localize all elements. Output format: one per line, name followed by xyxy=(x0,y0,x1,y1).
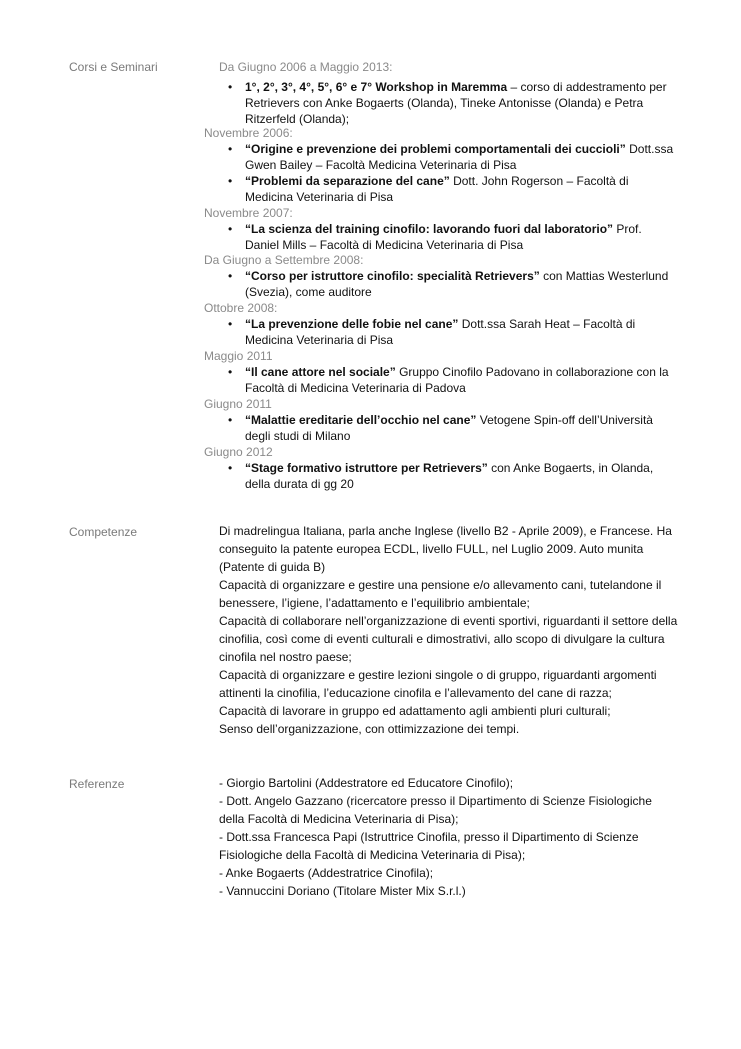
bullet-icon: • xyxy=(228,413,233,427)
course-item xyxy=(245,79,675,127)
course-title: “Problemi da separazione del cane” xyxy=(245,174,450,188)
course-item xyxy=(245,173,675,205)
course-details: Dott. John Rogerson – Facoltà di Medicina Veterinaria di Pisa xyxy=(245,174,629,204)
course-item xyxy=(245,364,675,396)
course-details: – corso di addestramento per Retrievers con Anke Bogaerts (Olanda), Tineke Antonisse (Olanda) e Petra Ritzerfeld (Olanda); xyxy=(245,80,667,126)
bullet-icon: • xyxy=(228,142,233,156)
section-label-references: Referenze xyxy=(69,777,125,791)
period-label: Giugno 2012 xyxy=(204,445,273,459)
bullet-icon: • xyxy=(228,269,233,283)
course-title: 1°, 2°, 3°, 4°, 5°, 6° e 7° Workshop in Maremma xyxy=(245,80,508,94)
section-label-courses: Corsi e Seminari xyxy=(69,60,158,74)
skill-line: Capacità di organizzare e gestire una pensione e/o allevamento cani, tutelandone il benessere, l’igiene, l’adattamento e l’equilibrio ambientale; xyxy=(219,578,662,610)
course-details: Gruppo Cinofilo Padovano in collaborazione con la Facoltà di Medicina Veterinaria di Padova xyxy=(245,365,669,395)
reference-line: - Dott.ssa Francesca Papi (Istruttrice Cinofila, presso il Dipartimento di Scienze Fisiologiche della Facoltà di Medicina Veterinaria di Pisa); xyxy=(219,830,639,862)
reference-line: - Giorgio Bartolini (Addestratore ed Educatore Cinofilo); xyxy=(219,776,514,790)
course-details: con Mattias Westerlund (Svezia), come auditore xyxy=(245,269,669,299)
course-details: Prof. Daniel Mills – Facoltà di Medicina Veterinaria di Pisa xyxy=(245,222,642,252)
course-title: “Stage formativo istruttore per Retrievers” xyxy=(245,461,488,475)
period-label: Giugno 2011 xyxy=(204,397,272,411)
course-item xyxy=(245,460,675,492)
course-title: “Il cane attore nel sociale” xyxy=(245,365,396,379)
course-details: Dott.ssa Gwen Bailey – Facoltà Medicina Veterinaria di Pisa xyxy=(245,142,674,172)
course-item xyxy=(245,221,675,253)
skill-line: Di madrelingua Italiana, parla anche Inglese (livello B2 - Aprile 2009), e Francese. Ha conseguito la patente europea ECDL, livello FULL, nel Luglio 2009. Auto munita (Patente di guida B) xyxy=(219,524,672,574)
reference-line: - Dott. Angelo Gazzano (ricercatore presso il Dipartimento di Scienze Fisiologiche della Facoltà di Medicina Veterinaria di Pisa); xyxy=(219,794,652,826)
bullet-icon: • xyxy=(228,80,233,94)
course-item xyxy=(245,316,675,348)
period-label: Novembre 2006: xyxy=(204,126,293,140)
bullet-icon: • xyxy=(228,174,233,188)
period-label: Da Giugno a Settembre 2008: xyxy=(204,253,364,267)
course-title: “La prevenzione delle fobie nel cane” xyxy=(245,317,459,331)
skill-line: Capacità di lavorare in gruppo ed adattamento agli ambienti pluri culturali; xyxy=(219,704,611,718)
course-details: Dott.ssa Sarah Heat – Facoltà di Medicina Veterinaria di Pisa xyxy=(245,317,636,347)
bullet-icon: • xyxy=(228,222,233,236)
skill-line: Capacità di organizzare e gestire lezioni singole o di gruppo, riguardanti argomenti attinenti la cinofilia, l’educazione cinofila e l’allevamento del cane di razza; xyxy=(219,668,657,700)
reference-line: - Vannuccini Doriano (Titolare Mister Mix S.r.l.) xyxy=(219,884,466,898)
course-title: “Malattie ereditarie dell’occhio nel cane” xyxy=(245,413,477,427)
course-title: “Corso per istruttore cinofilo: specialità Retrievers” xyxy=(245,269,540,283)
course-item xyxy=(245,268,675,300)
references-list xyxy=(219,774,679,900)
course-item xyxy=(245,141,675,173)
skill-line: Senso dell’organizzazione, con ottimizzazione dei tempi. xyxy=(219,722,520,736)
period-label: Da Giugno 2006 a Maggio 2013: xyxy=(219,60,393,74)
course-title: “Origine e prevenzione dei problemi comportamentali dei cuccioli” xyxy=(245,142,626,156)
period-label: Ottobre 2008: xyxy=(204,301,278,315)
bullet-icon: • xyxy=(228,461,233,475)
course-title: “La scienza del training cinofilo: lavorando fuori dal laboratorio” xyxy=(245,222,614,236)
bullet-icon: • xyxy=(228,365,233,379)
course-item xyxy=(245,412,675,444)
course-details: Vetogene Spin-off dell’Università degli studi di Milano xyxy=(245,413,653,443)
bullet-icon: • xyxy=(228,317,233,331)
skill-line: Capacità di collaborare nell’organizzazione di eventi sportivi, riguardanti il settore della cinofilia, così come di eventi culturali e dimostrativi, allo scopo di divulgare la cultura cinofila nel nostro paese; xyxy=(219,614,678,664)
period-label: Novembre 2007: xyxy=(204,206,293,220)
period-label: Maggio 2011 xyxy=(204,349,273,363)
skills-list xyxy=(219,522,679,738)
section-label-skills: Competenze xyxy=(69,525,138,539)
course-details: con Anke Bogaerts, in Olanda, della durata di gg 20 xyxy=(245,461,654,491)
reference-line: - Anke Bogaerts (Addestratrice Cinofila); xyxy=(219,866,434,880)
